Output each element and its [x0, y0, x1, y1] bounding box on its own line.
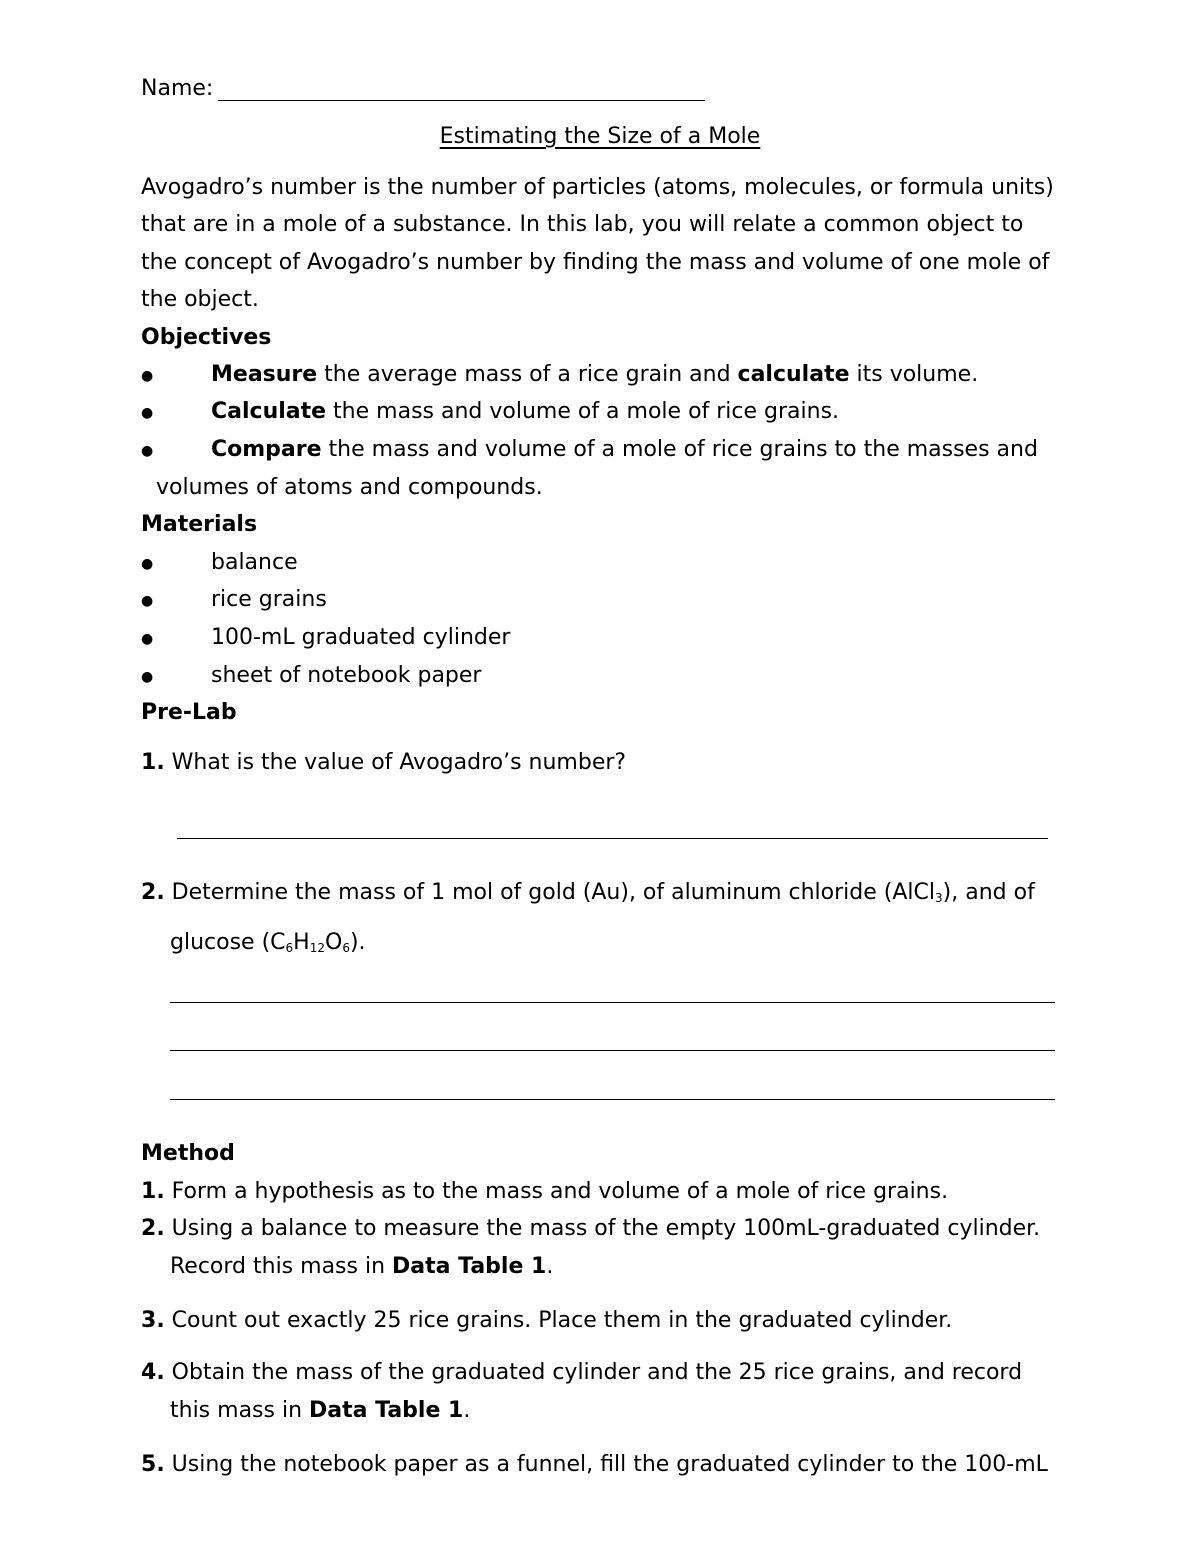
subscript: 12 — [309, 941, 325, 955]
step-text: Using a balance to measure the mass of the empty 100mL-graduated cylinder. — [164, 1216, 1041, 1241]
material-item: sheet of notebook paper — [211, 663, 482, 688]
objective-3-continuation: volumes of atoms and compounds. — [156, 475, 543, 500]
formula-end: ). — [349, 930, 366, 955]
method-step-5: 5. Using the notebook paper as a funnel, fill the graduated cylinder to the 100-mL — [141, 1452, 1048, 1477]
method-heading: Method — [141, 1141, 235, 1166]
bullet-icon: ● — [141, 669, 154, 685]
step-text: Record this mass in — [170, 1254, 393, 1279]
question-text: What is the value of Avogadro’s number? — [171, 750, 627, 775]
intro-line-3: the concept of Avogadro’s number by finding the mass and volume of one mole of — [141, 250, 1050, 275]
objective-1-text-2: its volume. — [849, 362, 979, 387]
formula-part: O — [324, 930, 343, 955]
data-table-ref: Data Table 1 — [309, 1398, 464, 1423]
method-step-3: 3. Count out exactly 25 rice grains. Place them in the graduated cylinder. — [141, 1308, 953, 1333]
objective-item-1 — [211, 362, 978, 387]
material-item: 100-mL graduated cylinder — [211, 625, 511, 650]
name-label: Name: — [141, 76, 214, 101]
step-number: 3 — [141, 1308, 157, 1333]
objective-1-text: the average mass of a rice grain and — [317, 362, 738, 387]
step-number: 5 — [141, 1452, 157, 1477]
method-step-4: 4. Obtain the mass of the graduated cylinder and the 25 rice grains, and record — [141, 1360, 1023, 1385]
answer-line[interactable] — [170, 1002, 1055, 1003]
subscript: 6 — [342, 941, 350, 955]
bullet-icon: ● — [141, 593, 154, 609]
material-item: balance — [211, 550, 298, 575]
step-number: 2 — [141, 1216, 157, 1241]
subscript: 3 — [935, 891, 943, 905]
objective-1-verb: Measure — [211, 362, 318, 387]
material-item: rice grains — [211, 587, 327, 612]
question-number: 1 — [141, 750, 157, 775]
intro-line-2: that are in a mole of a substance. In this lab, you will relate a common object to — [141, 212, 1024, 237]
prelab-question-2: 2. Determine the mass of 1 mol of gold (Au), of aluminum chloride (AlCl$_3$), and of — [141, 880, 1035, 905]
method-step-2: 2. Using a balance to measure the mass of the empty 100mL-graduated cylinder. — [141, 1216, 1041, 1241]
intro-line-1: Avogadro’s number is the number of particles (atoms, molecules, or formula units) — [141, 175, 1054, 200]
data-table-ref: Data Table 1 — [392, 1254, 547, 1279]
answer-line[interactable] — [170, 1099, 1055, 1100]
step-text: Count out exactly 25 rice grains. Place them in the graduated cylinder. — [171, 1308, 953, 1333]
step-text: Form a hypothesis as to the mass and volume of a mole of rice grains. — [164, 1179, 949, 1204]
step-number: 4 — [141, 1360, 157, 1385]
page-title: Estimating the Size of a Mole — [439, 124, 761, 149]
name-blank-line[interactable] — [218, 100, 705, 101]
bullet-icon: ● — [141, 443, 154, 459]
method-step-4-line-2 — [170, 1398, 470, 1423]
step-end: . — [546, 1254, 554, 1279]
objective-3-verb: Compare — [211, 437, 322, 462]
intro-line-4: the object. — [141, 287, 259, 312]
step-text: this mass in — [170, 1398, 310, 1423]
step-number: 1 — [141, 1179, 157, 1204]
answer-line[interactable] — [170, 1050, 1055, 1051]
formula-part: H — [293, 930, 310, 955]
glucose-text: glucose (C — [170, 930, 286, 955]
objective-item-3 — [211, 437, 1038, 462]
objective-2-text: the mass and volume of a mole of rice grains. — [326, 399, 840, 424]
step-end: . — [463, 1398, 471, 1423]
objective-2-verb: Calculate — [211, 399, 327, 424]
bullet-icon: ● — [141, 405, 154, 421]
bullet-icon: ● — [141, 368, 154, 384]
bullet-icon: ● — [141, 631, 154, 647]
objective-3-text: the mass and volume of a mole of rice grains to the masses and — [321, 437, 1038, 462]
method-step-1: 1. Form a hypothesis as to the mass and volume of a mole of rice grains. — [141, 1179, 949, 1204]
step-text: Using the notebook paper as a funnel, fill the graduated cylinder to the 100-mL — [171, 1452, 1048, 1477]
prelab-question-1: 1. What is the value of Avogadro’s number? — [141, 750, 627, 775]
question-text-line-1-end: ), and of — [942, 880, 1035, 905]
prelab-heading: Pre-Lab — [141, 700, 237, 725]
objectives-heading: Objectives — [141, 325, 272, 350]
objective-1-verb-2: calculate — [737, 362, 850, 387]
bullet-icon: ● — [141, 556, 154, 572]
subscript: 6 — [285, 941, 294, 955]
objective-item-2 — [211, 399, 839, 424]
step-text: Obtain the mass of the graduated cylinder and the 25 rice grains, and record — [171, 1360, 1023, 1385]
question-number: 2 — [141, 880, 157, 905]
question-text-line-1: Determine the mass of 1 mol of gold (Au), of aluminum chloride (AlCl — [171, 880, 936, 905]
prelab-question-2-line-2 — [170, 930, 366, 955]
materials-heading: Materials — [141, 512, 258, 537]
answer-line[interactable] — [177, 838, 1048, 839]
method-step-2-line-2 — [170, 1254, 553, 1279]
